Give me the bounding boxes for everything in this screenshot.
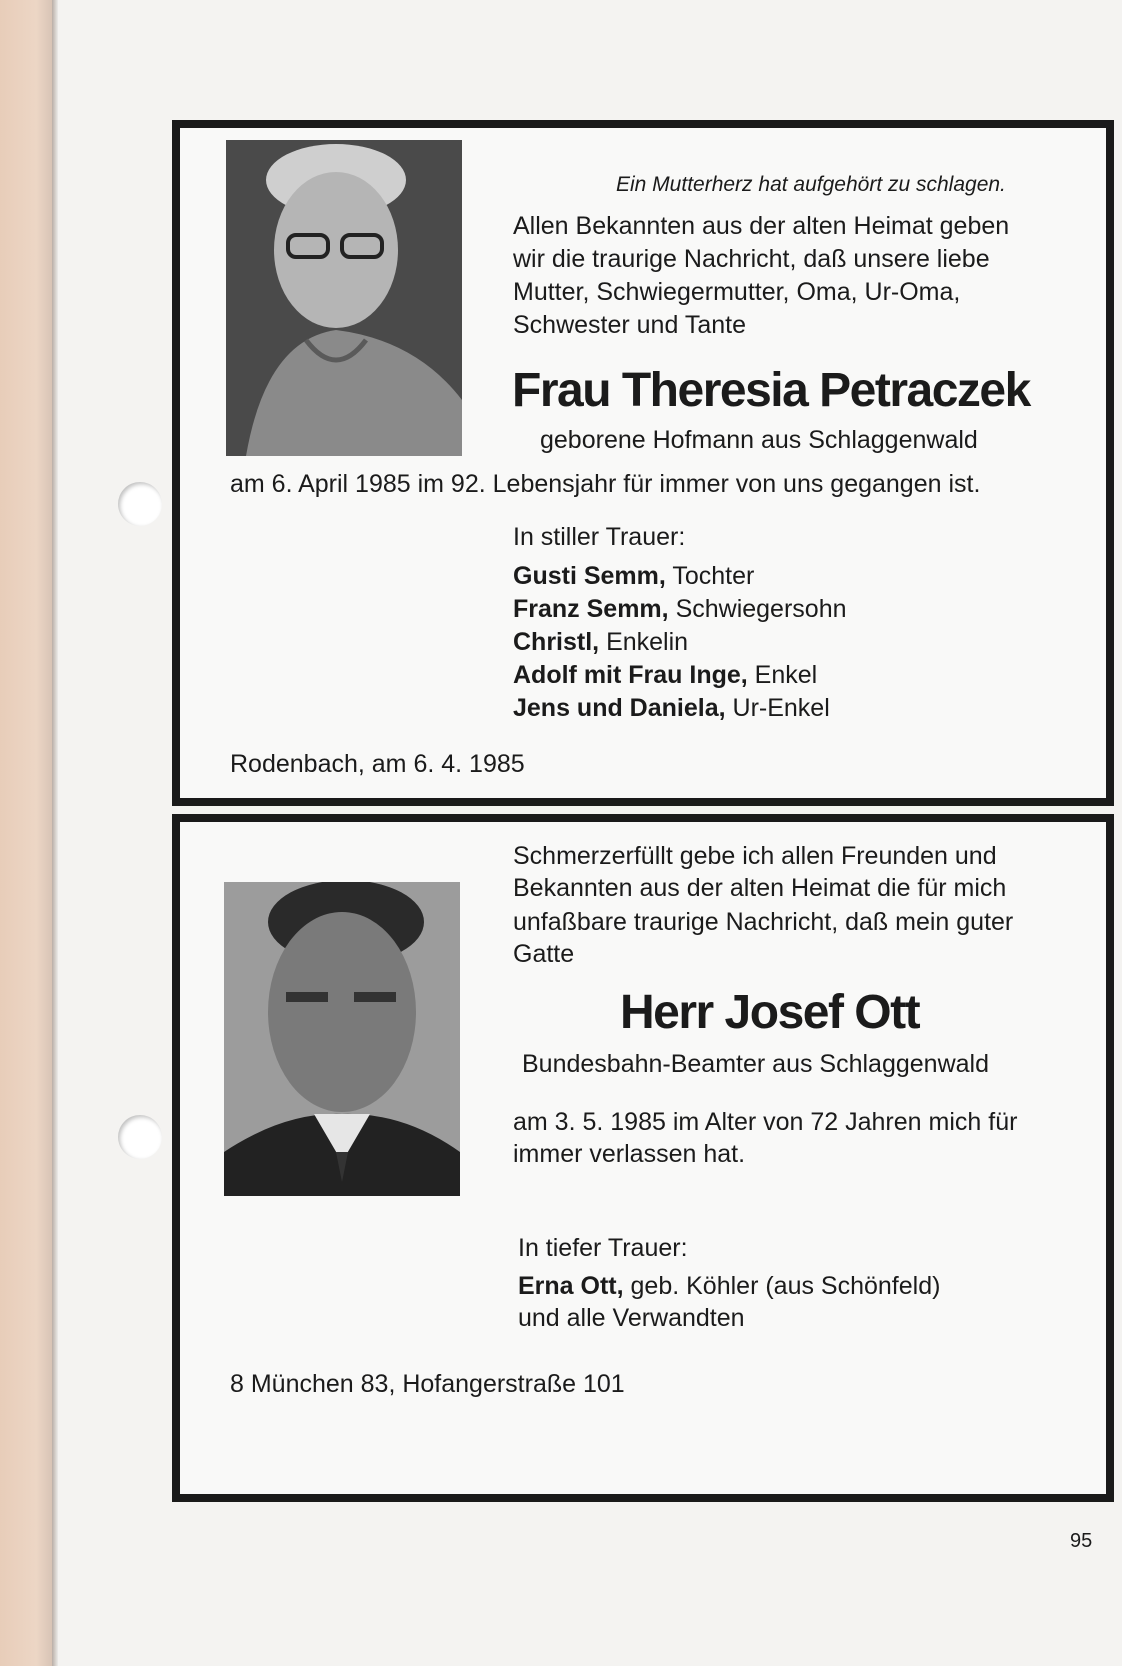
intro-line-4: Schwester und Tante	[513, 311, 747, 339]
mourner-name: Erna Ott,	[518, 1272, 624, 1300]
mourner-line	[513, 593, 847, 626]
mourning-label: In tiefer Trauer:	[518, 1234, 688, 1262]
mourner-relation: Ur-Enkel	[732, 694, 830, 722]
deceased-name: Herr Josef Ott	[620, 986, 920, 1039]
death-line-1: am 3. 5. 1985 im Alter von 72 Jahren mich für	[513, 1108, 1018, 1136]
mourner-name: Jens und Daniela,	[513, 694, 726, 722]
intro-line-3: Mutter, Schwiegermutter, Oma, Ur-Oma,	[513, 278, 961, 306]
obituary-notice-ott	[172, 814, 1114, 1502]
portrait-man-icon	[224, 882, 460, 1196]
intro-line-2: Bekannten aus der alten Heimat die für mich	[513, 874, 1007, 902]
intro-line-4: Gatte	[513, 940, 575, 968]
occupation-origin: Bundesbahn-Beamter aus Schlaggenwald	[522, 1050, 989, 1078]
birth-origin: geborene Hofmann aus Schlaggenwald	[540, 426, 978, 454]
death-line-2: immer verlassen hat.	[513, 1140, 746, 1168]
obituary-notice-petraczek	[172, 120, 1114, 806]
mourner-line	[513, 560, 754, 593]
mourner-detail: geb. Köhler (aus Schönfeld)	[630, 1272, 941, 1300]
punch-hole-top	[118, 482, 162, 526]
mourner-name: Gusti Semm,	[513, 562, 666, 590]
mourner-line	[513, 626, 688, 659]
book-binding	[0, 0, 52, 1666]
mourner-relation: Enkel	[754, 661, 818, 689]
mourner-line	[513, 692, 830, 725]
page-number: 95	[1070, 1530, 1093, 1552]
mourner-name: Christl,	[513, 628, 600, 656]
page-edge	[52, 0, 58, 1666]
portrait-woman-icon	[226, 140, 462, 456]
mourner-name: Adolf mit Frau Inge,	[513, 661, 748, 689]
punch-hole-bottom	[118, 1115, 162, 1159]
intro-line-2: wir die traurige Nachricht, daß unsere liebe	[513, 245, 990, 273]
mourner-others: und alle Verwandten	[518, 1304, 745, 1332]
mourner-name: Franz Semm,	[513, 595, 669, 623]
mourner-relation: Schwiegersohn	[675, 595, 847, 623]
portrait-photo-man	[224, 882, 460, 1196]
motto-line: Ein Mutterherz hat aufgehört zu schlagen.	[616, 173, 1006, 196]
mourner-line	[518, 1270, 940, 1303]
mourning-label: In stiller Trauer:	[513, 523, 686, 551]
death-statement: am 6. April 1985 im 92. Lebensjahr für immer von uns gegangen ist.	[230, 470, 981, 498]
deceased-name: Frau Theresia Petraczek	[512, 364, 1030, 417]
intro-line-1: Schmerzerfüllt gebe ich allen Freunden und	[513, 842, 997, 870]
intro-line-3: unfaßbare traurige Nachricht, daß mein guter	[513, 908, 1014, 936]
mourner-line	[513, 659, 817, 692]
address: 8 München 83, Hofangerstraße 101	[230, 1370, 625, 1398]
portrait-photo-woman	[226, 140, 462, 456]
intro-line-1: Allen Bekannten aus der alten Heimat geben	[513, 212, 1010, 240]
mourner-relation: Enkelin	[606, 628, 689, 656]
place-date: Rodenbach, am 6. 4. 1985	[230, 750, 525, 778]
mourner-relation: Tochter	[672, 562, 755, 590]
